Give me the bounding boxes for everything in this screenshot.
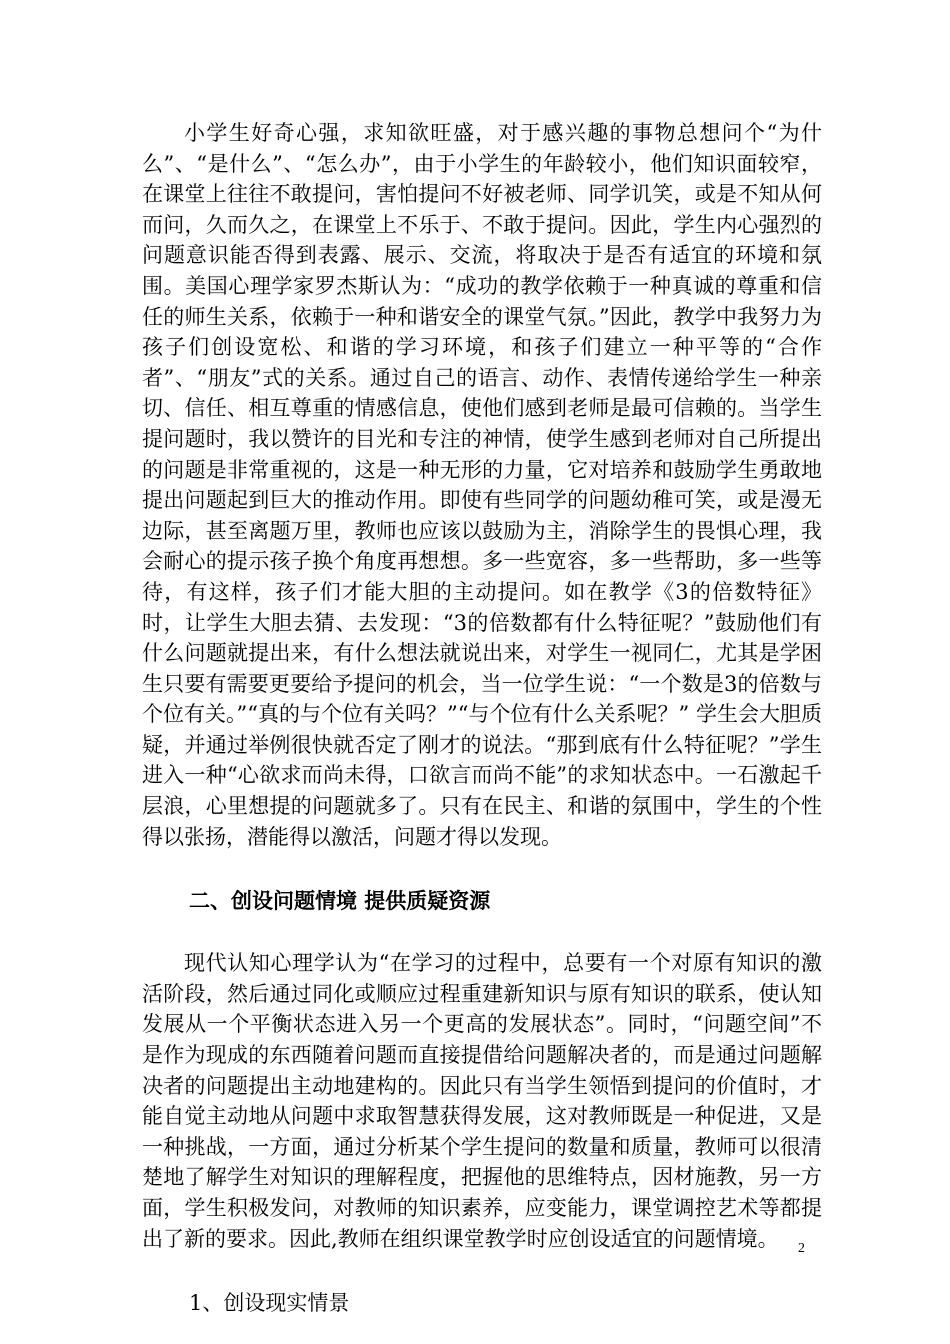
- document-body: [142, 118, 822, 1318]
- body-paragraph: 现代认知心理学认为“在学习的过程中，总要有一个对原有知识的激活阶段，然后通过同化或顺应过程重建新知识与原有知识的联系，使认知发展从一个平衡状态进入另一个更高的发展状态”。同时，“问题空间”不是作为现成的东西随着问题而直接提借给问题解决者的，而是通过问题解决者的问题提出主动地建构的。因此只有当学生领悟到提问的价值时，才能自觉主动地从问题中求取智慧获得发展，这对教师既是一种促进，又是一种挑战，一方面，通过分析某个学生提问的数量和质量，教师可以很清楚地了解学生对知识的理解程度，把握他的思维特点，因材施教，另一方面，学生积极发问，对教师的知识素养，应变能力，课堂调控艺术等都提出了新的要求。因此,教师在组织课堂教学时应创设适宜的问题情境。: [142, 951, 822, 1251]
- subsection-heading: 1、创设现实情景: [189, 1291, 350, 1316]
- page-number: 2: [798, 1241, 805, 1256]
- section-heading: 二、创设问题情境 提供质疑资源: [189, 889, 491, 914]
- body-paragraph: 小学生好奇心强，求知欲旺盛，对于感兴趣的事物总想问个“为什么”、“是什么”、“怎么办”，由于小学生的年龄较小，他们知识面较窄，在课堂上往往不敢提问，害怕提问不好被老师、同学讥笑，或是不知从何而问，久而久之，在课堂上不乐于、不敢于提问。因此，学生内心强烈的问题意识能否得到表露、展示、交流，将取决于是否有适宜的环境和氛围。美国心理学家罗杰斯认为：“成功的教学依赖于一种真诚的尊重和信任的师生关系，依赖于一种和谐安全的课堂气氛。”因此，教学中我努力为孩子们创设宽松、和谐的学习环境，和孩子们建立一种平等的“合作者”、“朋友”式的关系。通过自己的语言、动作、表情传递给学生一种亲切、信任、相互尊重的情感信息，使他们感到老师是最可信赖的。当学生提问题时，我以赞许的目光和专注的神情，使学生感到老师对自己所提出的问题是非常重视的，这是一种无形的力量，它对培养和鼓励学生勇敢地提出问题起到巨大的推动作用。即使有些同学的问题幼稚可笑，或是漫无边际，甚至离题万里，教师也应该以鼓励为主，消除学生的畏惧心理，我会耐心的提示孩子换个角度再想想。多一些宽容，多一些帮助，多一些等待，有这样，孩子们才能大胆的主动提问。如在教学《3的倍数特征》时，让学生大胆去猜、去发现：“3的倍数都有什么特征呢？”鼓励他们有什么问题就提出来，有什么想法就说出来，对学生一视同仁，尤其是学困生只要有需要更要给予提问的机会，当一位学生说：“一个数是3的倍数与个位有关。”“真的与个位有关吗？”“与个位有什么关系呢？” 学生会大胆质疑，并通过举例很快就否定了刚才的说法。“那到底有什么特征呢？”学生进入一种“心欲求而尚未得，口欲言而尚不能”的求知状态中。一石激起千层浪，心里想提的问题就多了。只有在民主、和谐的氛围中，学生的个性得以张扬，潜能得以激活，问题才得以发现。: [142, 121, 822, 849]
